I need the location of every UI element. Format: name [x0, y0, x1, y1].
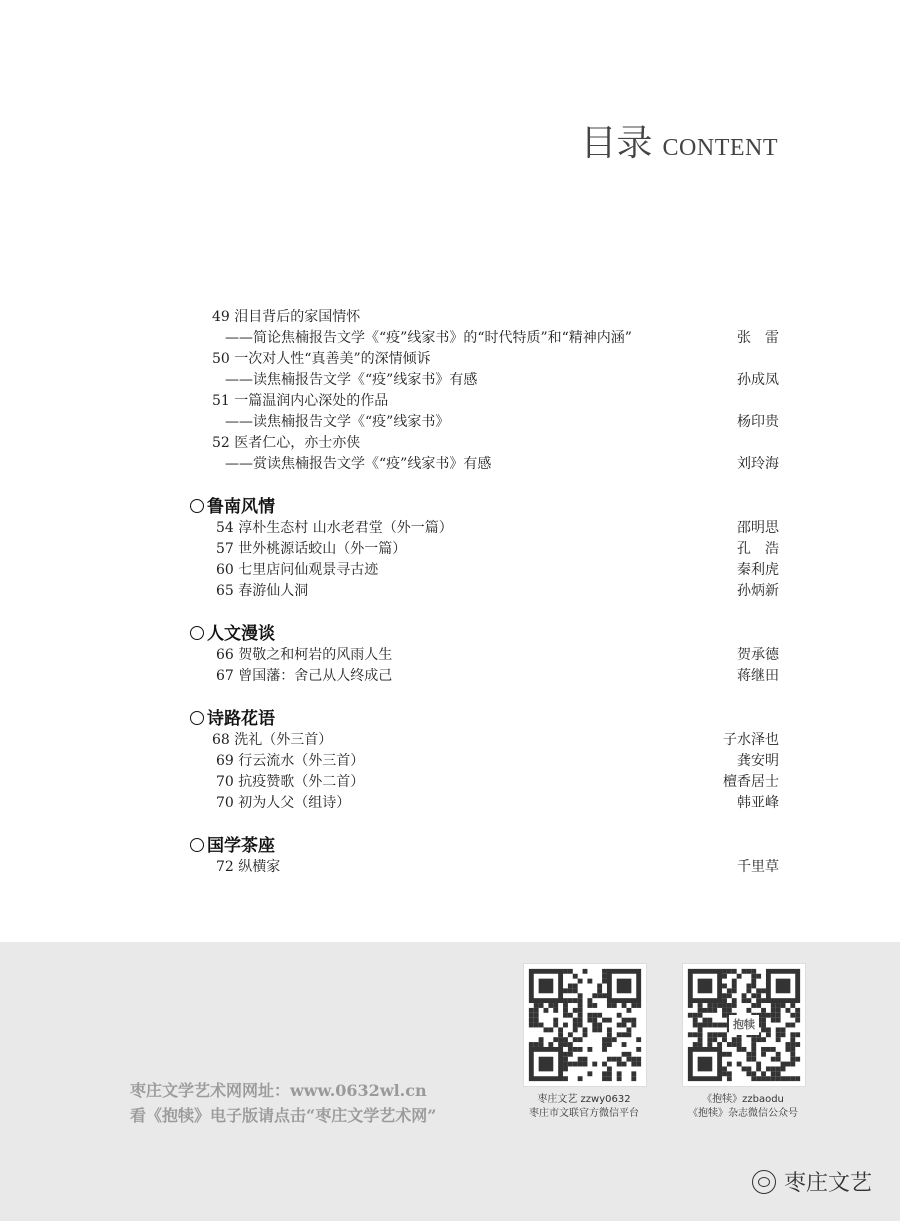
toc-entry-68[interactable]: 68 洗礼（外三首） 子水泽也	[0, 730, 900, 751]
author: 龚安明	[737, 753, 779, 769]
toc-entry-51[interactable]: 51 一篇温润内心深处的作品	[212, 393, 389, 409]
brand-name: 枣庄文艺	[783, 1171, 872, 1196]
toc-entry-51-sub: ——读焦楠报告文学《“疫”线家书》 杨印贵	[0, 412, 900, 433]
qr-code-image	[524, 964, 646, 1086]
author: 孙成凤	[737, 372, 779, 388]
title-cn: 目录	[580, 123, 653, 164]
toc-entry-49[interactable]: 49 泪目背后的家国情怀	[212, 309, 361, 325]
section-heading-renwen: 人文漫谈	[190, 623, 275, 645]
toc-entry-52-sub: ——赏读焦楠报告文学《“疫”线家书》有感 刘玲海	[0, 454, 900, 475]
section-heading-lunan: 鲁南风情	[190, 496, 275, 518]
wechat-icon	[752, 1170, 776, 1194]
toc-entry-54[interactable]: 54 淳朴生态村 山水老君堂（外一篇） 邵明思	[0, 518, 900, 539]
author: 孙炳新	[737, 583, 779, 599]
circle-icon	[190, 626, 204, 640]
author: 杨印贵	[737, 414, 779, 430]
circle-icon	[190, 838, 204, 852]
author: 檀香居士	[723, 774, 779, 790]
author: 邵明思	[737, 520, 779, 536]
author: 刘玲海	[737, 456, 779, 472]
qr-center-badge: 抱犊	[729, 1015, 759, 1035]
brand-watermark	[752, 1166, 872, 1197]
toc-entry-67[interactable]: 67 曾国藩：舍己从人终成己 蒋继田	[0, 666, 900, 687]
ebook-line: 看《抱犊》电子版请点击“枣庄文学艺术网”	[130, 1106, 437, 1125]
section-heading-guoxue: 国学茶座	[190, 835, 275, 857]
author: 蒋继田	[737, 668, 779, 684]
toc-entry-66[interactable]: 66 贺敬之和柯岩的风雨人生 贺承德	[0, 645, 900, 666]
author: 千里草	[737, 859, 779, 875]
toc-entry-70b[interactable]: 70 初为人父（组诗） 韩亚峰	[0, 793, 900, 814]
author: 秦利虎	[737, 562, 779, 578]
author: 子水泽也	[723, 732, 779, 748]
author: 韩亚峰	[737, 795, 779, 811]
title-en: CONTENT	[662, 135, 778, 161]
toc-entry-72[interactable]: 72 纵横家 千里草	[0, 857, 900, 878]
qr-caption-baodu: 《抱犊》zzbaodu 《抱犊》杂志微信公众号	[688, 1094, 798, 1119]
page-title	[581, 115, 779, 166]
qr-code-zzwy[interactable]	[523, 963, 647, 1087]
qr-code-baodu[interactable]	[682, 963, 806, 1087]
section-heading-shilu: 诗路花语	[190, 708, 275, 730]
circle-icon	[190, 711, 204, 725]
author: 贺承德	[737, 647, 779, 663]
author: 张 雷	[737, 330, 779, 346]
toc-entry-70a[interactable]: 70 抗疫赞歌（外二首） 檀香居士	[0, 772, 900, 793]
toc-entry-65[interactable]: 65 春游仙人洞 孙炳新	[0, 581, 900, 602]
author: 孔 浩	[737, 541, 779, 557]
toc-entry-50-sub: ——读焦楠报告文学《“疫”线家书》有感 孙成凤	[0, 370, 900, 391]
toc-entry-52[interactable]: 52 医者仁心，亦士亦侠	[212, 435, 361, 451]
toc-entry-57[interactable]: 57 世外桃源话蛟山（外一篇） 孔 浩	[0, 539, 900, 560]
qr-caption-zzwy: 枣庄文艺 zzwy0632 枣庄市文联官方微信平台	[529, 1094, 639, 1119]
circle-icon	[190, 499, 204, 513]
toc-entry-49-sub: ——简论焦楠报告文学《“疫”线家书》的“时代特质”和“精神内涵” 张 雷	[0, 328, 900, 349]
website-line[interactable]: 枣庄文学艺术网网址：www.0632wl.cn	[130, 1081, 427, 1100]
toc-entry-50[interactable]: 50 一次对人性“真善美”的深情倾诉	[212, 351, 431, 367]
toc-entry-69[interactable]: 69 行云流水（外三首） 龚安明	[0, 751, 900, 772]
toc-entry-60[interactable]: 60 七里店问仙观景寻古迹 秦利虎	[0, 560, 900, 581]
